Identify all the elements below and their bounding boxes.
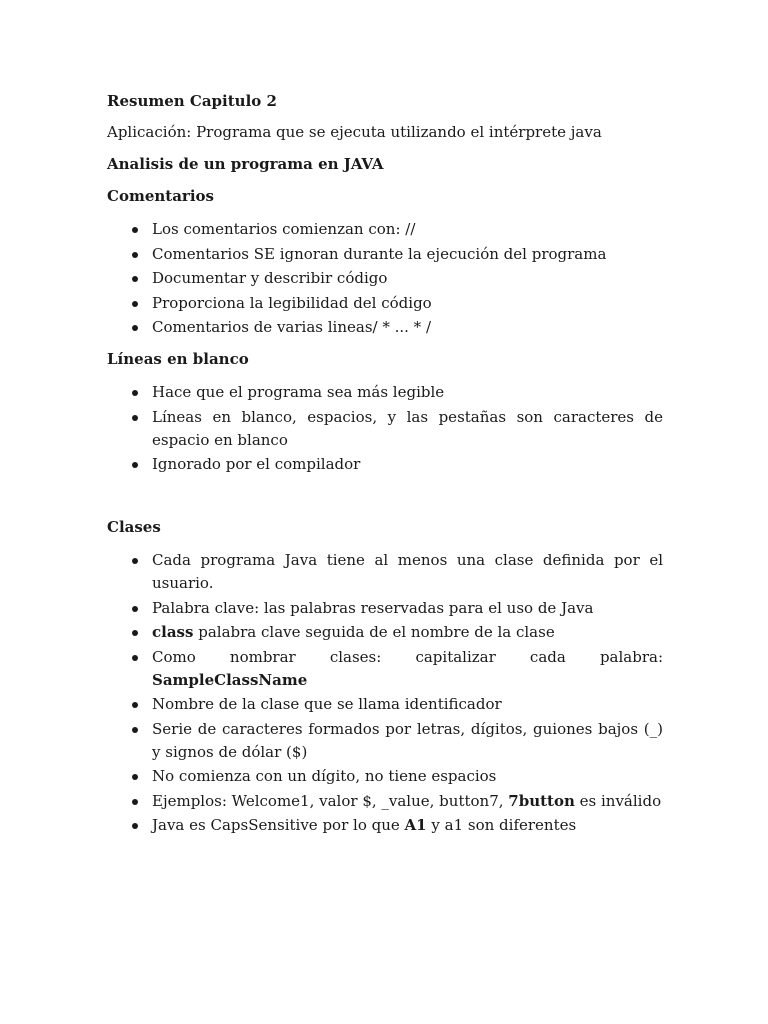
bullet-icon xyxy=(132,462,138,468)
analisis-heading: Analisis de un programa en JAVA xyxy=(107,155,384,173)
bullet-icon xyxy=(132,702,138,708)
bullet-icon xyxy=(132,630,138,636)
list-item: Proporciona la legibilidad del código xyxy=(107,292,663,315)
bullet-icon xyxy=(132,558,138,564)
lineas-heading: Líneas en blanco xyxy=(107,350,249,368)
list-item: Comentarios SE ignoran durante la ejecución del programa xyxy=(107,243,663,266)
list-item: Serie de caracteres formados por letras, dígitos, guiones bajos (_) y signos de dólar ($) xyxy=(107,718,663,764)
list-item: Comentarios de varias lineas/ * ... * / xyxy=(107,316,663,339)
list-item: Cada programa Java tiene al menos una clase definida por el usuario. xyxy=(107,549,663,595)
list-item: Java es CapsSensitive por lo que A1 y a1 son diferentes xyxy=(107,814,663,837)
bullet-icon xyxy=(132,727,138,733)
list-item: Como nombrar clases: capitalizar cada palabra: SampleClassName xyxy=(107,646,663,692)
list-item: Hace que el programa sea más legible xyxy=(107,381,663,404)
bullet-icon xyxy=(132,415,138,421)
comentarios-list xyxy=(107,218,663,339)
list-item: Los comentarios comienzan con: // xyxy=(107,218,663,241)
intro-paragraph: Aplicación: Programa que se ejecuta utilizando el intérprete java xyxy=(107,123,602,141)
bullet-icon xyxy=(132,325,138,331)
list-item: No comienza con un dígito, no tiene espacios xyxy=(107,765,663,788)
list-item: Documentar y describir código xyxy=(107,267,663,290)
bullet-icon xyxy=(132,606,138,612)
bullet-icon xyxy=(132,227,138,233)
comentarios-heading: Comentarios xyxy=(107,187,214,205)
bullet-icon xyxy=(132,655,138,661)
bullet-icon xyxy=(132,823,138,829)
clases-heading: Clases xyxy=(107,518,161,536)
bullet-icon xyxy=(132,774,138,780)
bullet-icon xyxy=(132,276,138,282)
clases-list xyxy=(107,549,663,837)
list-item: Palabra clave: las palabras reservadas para el uso de Java xyxy=(107,597,663,620)
list-item: class palabra clave seguida de el nombre de la clase xyxy=(107,621,663,644)
document-title: Resumen Capitulo 2 xyxy=(107,92,277,110)
list-item: Nombre de la clase que se llama identificador xyxy=(107,693,663,716)
document-page xyxy=(107,86,663,839)
bullet-icon xyxy=(132,252,138,258)
bullet-icon xyxy=(132,301,138,307)
list-item: Líneas en blanco, espacios, y las pestañas son caracteres de espacio en blanco xyxy=(107,406,663,452)
bullet-icon xyxy=(132,799,138,805)
list-item: Ejemplos: Welcome1, valor $, _value, button7, 7button es inválido xyxy=(107,790,663,813)
bullet-icon xyxy=(132,390,138,396)
list-item: Ignorado por el compilador xyxy=(107,453,663,476)
lineas-list xyxy=(107,381,663,476)
